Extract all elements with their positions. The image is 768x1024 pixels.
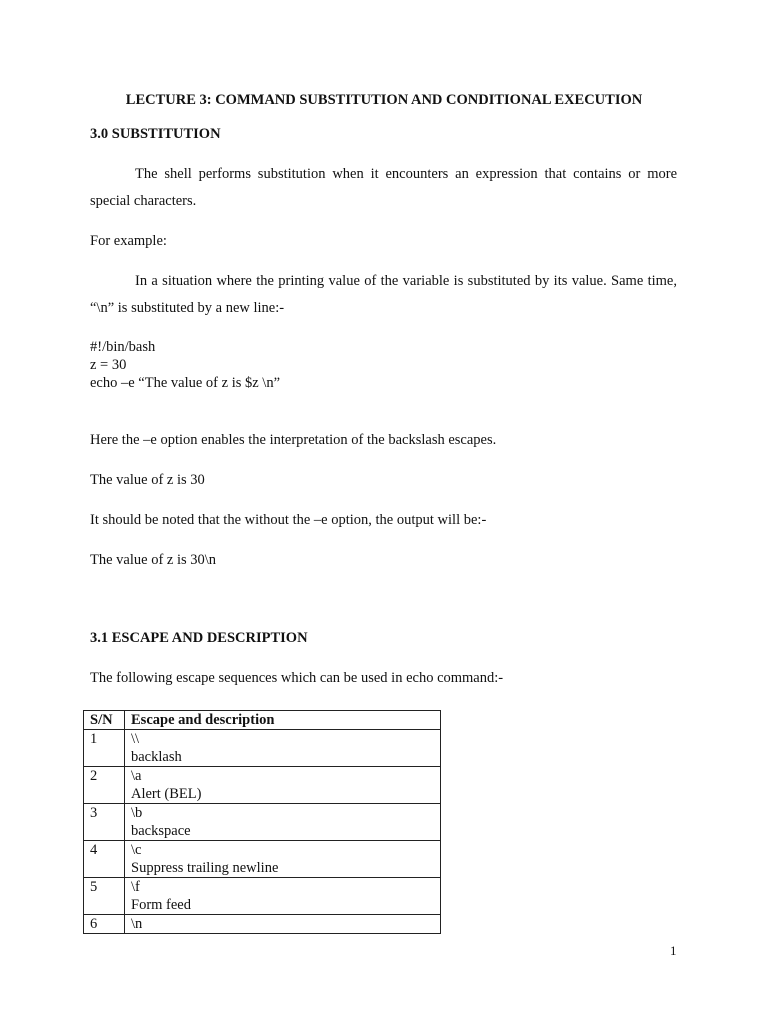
table-header-row [84, 711, 441, 730]
header-sn: S/N [84, 711, 125, 730]
table-row [84, 804, 441, 841]
cell-escape-description [125, 841, 441, 878]
cell-escape-description [125, 767, 441, 804]
table-row [84, 878, 441, 915]
escape-code: \a [131, 768, 142, 784]
cell-sn: 2 [84, 767, 125, 804]
cell-sn: 6 [84, 915, 125, 934]
document-title: LECTURE 3: COMMAND SUBSTITUTION AND CONDITIONAL EXECUTION [125, 92, 643, 108]
cell-escape-description [125, 915, 441, 934]
section-heading-substitution: 3.0 SUBSTITUTION [90, 126, 221, 142]
escape-description: Alert (BEL) [131, 786, 202, 802]
header-escape-description: Escape and description [125, 711, 441, 730]
option-explanation: Here the –e option enables the interpretation of the backslash escapes. [90, 432, 497, 448]
paragraph-substitution-example: In a situation where the printing value of the variable is substituted by its value. Same time, “\n” is substituted by a new line:- [90, 273, 677, 316]
escape-table [83, 710, 441, 934]
table-row [84, 730, 441, 767]
escape-code: \b [131, 805, 143, 821]
escape-description: Suppress trailing newline [131, 860, 279, 876]
code-line-assignment: z = 30 [90, 357, 127, 373]
cell-escape-description [125, 804, 441, 841]
output-with-option: The value of z is 30 [90, 472, 205, 488]
table-row [84, 915, 441, 934]
output-without-option: The value of z is 30\n [90, 552, 217, 568]
escape-code: \\ [131, 731, 140, 747]
code-line-shebang: #!/bin/bash [90, 339, 156, 355]
escape-description: Form feed [131, 897, 191, 913]
table-row [84, 841, 441, 878]
page-number: 1 [670, 943, 677, 958]
table-row [84, 767, 441, 804]
cell-escape-description [125, 730, 441, 767]
cell-escape-description [125, 878, 441, 915]
escape-code: \f [131, 879, 140, 895]
escape-code: \c [131, 842, 142, 858]
cell-sn: 1 [84, 730, 125, 767]
escape-description: backspace [131, 823, 191, 839]
section-heading-escape: 3.1 ESCAPE AND DESCRIPTION [90, 630, 308, 646]
cell-sn: 4 [84, 841, 125, 878]
code-line-echo: echo –e “The value of z is $z \n” [90, 375, 281, 391]
cell-sn: 3 [84, 804, 125, 841]
escape-intro-text: The following escape sequences which can be used in echo command:- [90, 670, 504, 686]
cell-sn: 5 [84, 878, 125, 915]
escape-description: backlash [131, 749, 182, 765]
paragraph-substitution-intro: The shell performs substitution when it encounters an expression that contains or more special characters. [90, 166, 677, 209]
for-example-label: For example: [90, 233, 167, 249]
note-without-option: It should be noted that the without the –e option, the output will be:- [90, 512, 487, 528]
escape-code: \n [131, 916, 143, 932]
